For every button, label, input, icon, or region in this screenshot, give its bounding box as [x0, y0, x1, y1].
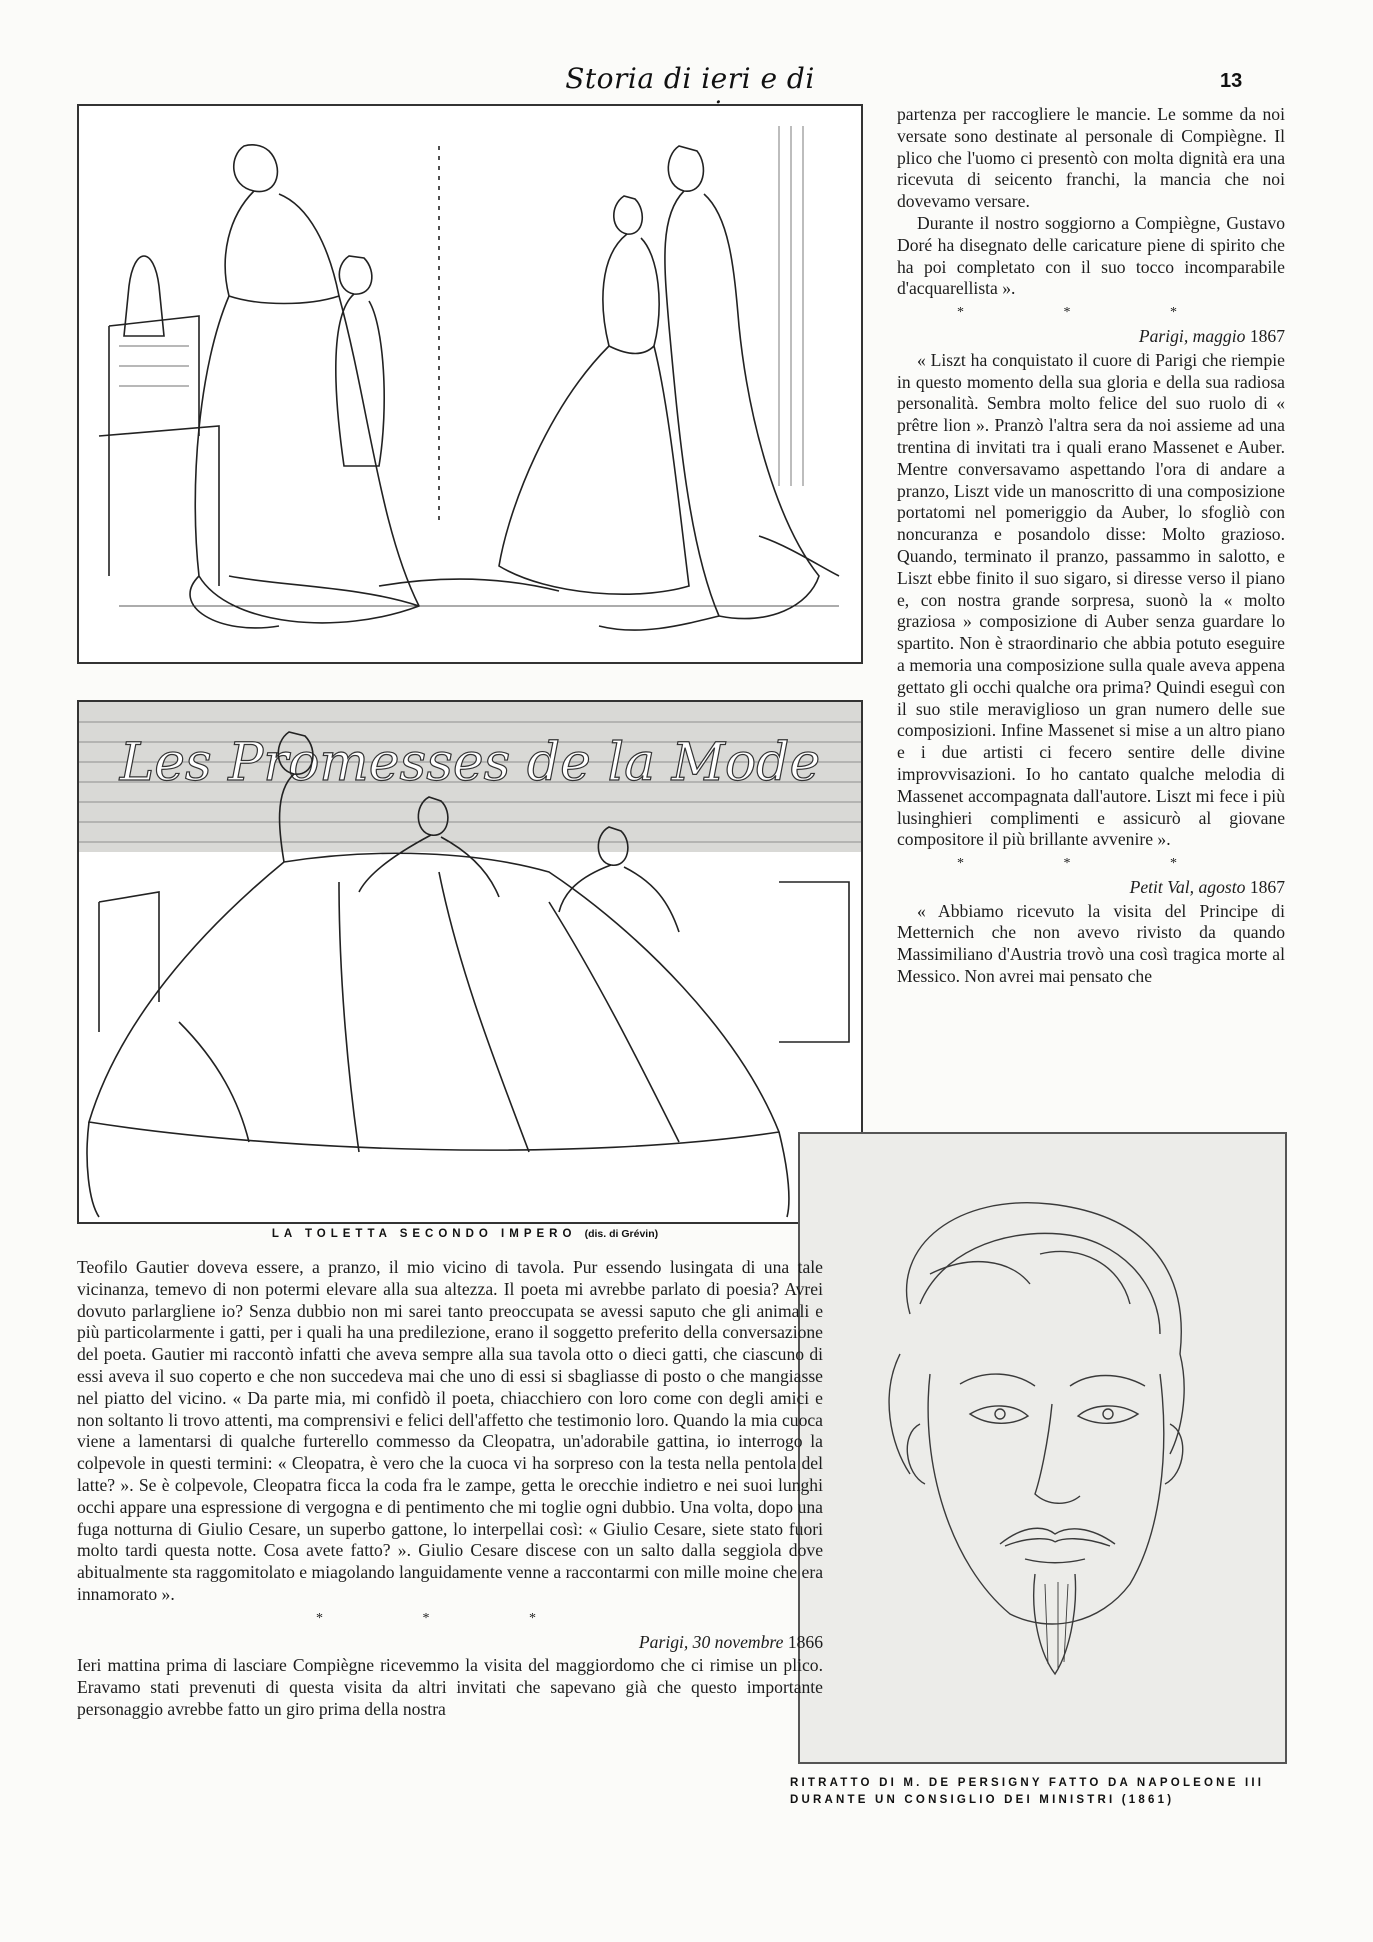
section-separator: * * * — [957, 856, 1225, 872]
dateline-place: Petit Val, agosto — [1129, 876, 1246, 897]
caption-toletta — [80, 1228, 850, 1240]
dateline-year: 1867 — [1249, 876, 1285, 897]
dateline-year: 1867 — [1249, 325, 1285, 346]
right-text-column — [897, 104, 1285, 988]
dateline — [897, 326, 1285, 348]
illustration-portrait-persigny — [798, 1132, 1287, 1764]
bottom-text-column — [77, 1257, 823, 1721]
page-number: 13 — [1220, 70, 1243, 92]
paragraph: partenza per raccogliere le mancie. Le somme da noi versate sono destinate al personale di Compiègne. Il plico che l'uomo ci presentò con molta dignità era una ricevuta di seicento franchi, la mancia che noi dovevamo versare. — [897, 104, 1285, 212]
caption-toletta-credit: (dis. di Grévin) — [584, 1228, 659, 1240]
paragraph: « Abbiamo ricevuto la visita del Principe di Metternich che non avevo rivisto da quando Massimiliano d'Austria trovò una così tragica morte al Messico. Non avrei mai pensato che — [897, 900, 1285, 987]
illustration-middle-crinoline — [77, 700, 863, 1224]
illustration-top-dressing-scenes — [77, 104, 863, 664]
section-separator: * * * — [957, 305, 1225, 321]
banner-title: Les Promesses de la Mode — [119, 733, 821, 793]
caption-ritratto-line1: RITRATTO DI M. DE PERSIGNY FATTO DA NAPOLEONE III — [790, 1777, 1265, 1789]
dateline — [897, 877, 1285, 899]
dateline-place: Parigi, 30 novembre — [638, 1631, 784, 1652]
dateline — [77, 1632, 823, 1654]
paragraph: Durante il nostro soggiorno a Compiègne, Gustavo Doré ha disegnato delle caricature piene di spirito che ha poi completato con il suo tocco incomparabile d'acquarellista ». — [897, 212, 1285, 299]
portrait-drawing — [800, 1134, 1285, 1762]
section-separator: * * * — [316, 1610, 584, 1626]
caption-ritratto-line2: DURANTE UN CONSIGLIO DEI MINISTRI (1861) — [790, 1794, 1175, 1806]
paragraph: Teofilo Gautier doveva essere, a pranzo, il mio vicino di tavola. Pur essendo lusingata di una tale vicinanza, temevo di non potermi elevare alla sua altezza. Il poeta mi avrebbe parlato di poesia? Avrei dovuto parlargliene io? Senza dubbio non mi sarei tanto preoccupata se avessi saputo che gli animali e più particolarmente i gatti, per i quali ha una predilezione, erano il soggetto preferito della conversazione del poeta. Gautier mi raccontò infatti che aveva sempre alla sua tavola otto o dieci gatti, che ciascuno di essi aveva il suo coperto e che non succedeva mai che uno di essi si sbagliasse di posto o che mangiasse nel piatto del vicino. « Da parte mia, mi confidò il poeta, chiacchiero con loro come con degli amici e non soltanto li trovo attenti, ma comprensivi e felici dell'affetto che testimonio loro. Quando la mia cuoca viene a lamentarsi di qualche furterello commesso da Cleopatra, un'adorabile gattina, io interrogo la colpevole in questi termini: « Cleopatra, è vero che la cuoca vi ha sorpreso con la testa nella pentola del latte? ». Se è colpevole, Cleopatra ficca la coda fra le zampe, getta le orecchie indietro e nei suoi lunghi occhi appare una espressione di vergogna e di pentimento che mi toglie ogni dubbio. Una volta, dopo una fuga notturna di Giulio Cesare, un superbo gattone, lo interpellai così: « Giulio Cesare, siete stato fuori molto tardi questa notte. Cosa avete fatto? ». Giulio Cesare discese con un salto dalla seggiola dove abitualmente sta raggomitolato e miagolando languidamente venne a raccontarmi con mille moine che era innamorato ». — [77, 1257, 823, 1604]
running-title: Storia di ieri e di — [565, 62, 815, 95]
crinoline-drawing — [79, 702, 861, 1222]
dateline-place: Parigi, maggio — [1138, 325, 1246, 346]
caption-toletta-title: LA TOLETTA SECONDO IMPERO — [271, 1228, 577, 1240]
caption-ritratto — [790, 1775, 1290, 1809]
dressing-scenes-drawing — [79, 106, 861, 662]
dateline-year: 1866 — [787, 1631, 823, 1652]
paragraph: Ieri mattina prima di lasciare Compiègne ricevemmo la visita del maggiordomo che ci rimise un plico. Eravamo stati prevenuti di questa visita da altri invitati che sapevano già che questo importante personaggio avrebbe fatto un giro prima della nostra — [77, 1655, 823, 1719]
paragraph: « Liszt ha conquistato il cuore di Parigi che riempie in questo momento della sua gloria e della sua radiosa personalità. Sembra molto felice del suo ruolo di « prêtre lion ». Pranzò l'altra sera da noi assieme ad una trentina di invitati tra i quali erano Massenet e Auber. Mentre conversavamo aspettando l'ora di andare a pranzo, Liszt vide un manoscritto di una composizione portatomi nel pomeriggio da Auber, lo sfogliò con noncuranza e posandolo disse: Molto grazioso. Quando, terminato il pranzo, passammo in salotto, e Liszt ebbe finito il suo sigaro, si diresse verso il piano e, con nostra grande sorpresa, suonò la « molto graziosa » composizione di Auber senza guardare lo spartito. Non è straordinario che abbia potuto eseguire a memoria una composizione sulla quale aveva appena gettato gli occhi qualche ora prima? Quindi eseguì con il suo stile meraviglioso un gran numero delle sue composizioni. Infine Massenet si mise a un altro piano e i due artisti ci fecero sentire delle divine improvvisazioni. Io ho cantato qualche melodia di Massenet accompagnata dall'autore. Liszt mi fece i più lusinghieri complimenti e assicurò al giovane compositore il più brillante avvenire ». — [897, 349, 1285, 850]
